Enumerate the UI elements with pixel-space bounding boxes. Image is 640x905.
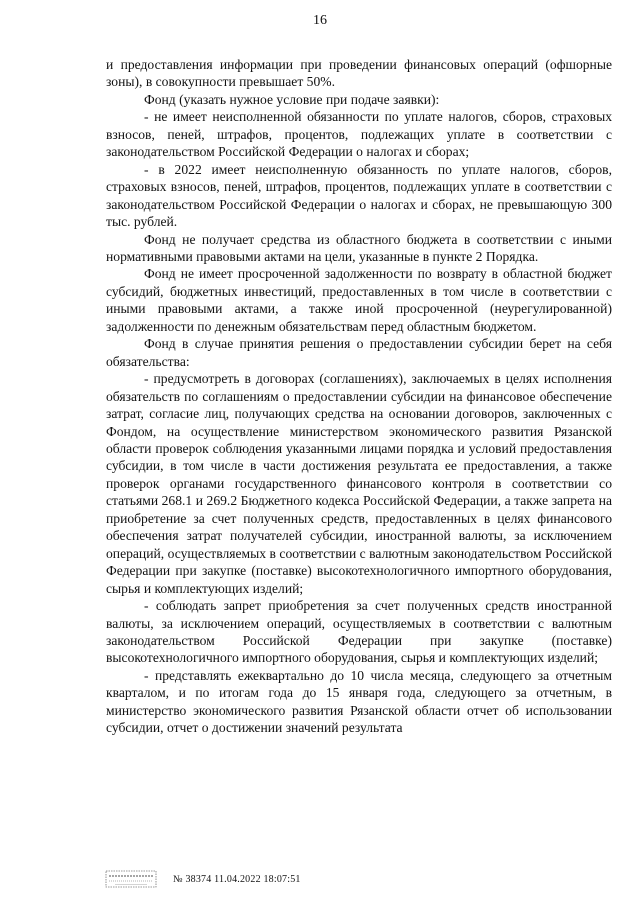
list-item: - не имеет неисполненной обязанности по уплате налогов, сборов, страховых взносов, пеней, штрафов, процентов, подлежащих уплате в соответствии с законодательством Российской Федерации о налогах и сборах; xyxy=(106,109,612,160)
list-item: - предусмотреть в договорах (соглашениях), заключаемых в целях исполнения обязательств по соглашениям о предоставлении субсидии на финансовое обеспечение затрат, согласие лиц, получающих средства на основании договоров, заключенных с Фондом, на осуществление министерством экономического развития Рязанской области проверок соблюдения указанными лицами порядка и условий предоставления субсидии, в том числе в части достижения результата ее предоставления, а также проверок органами государственного финансового контроля в соответствии со статьями 268.1 и 269.2 Бюджетного кодекса Российской Федерации, а также запрета на приобретение за счет полученных средств, предоставленных в целях финансового обеспечения затрат получателей субсидии, иностранной валюты, за исключением операций, осуществляемых в соответствии с валютным законодательством Российской Федерации при закупке (поставке) высокотехнологичного импортного оборудования, сырья и комплектующих изделий; xyxy=(106,371,612,596)
paragraph: Фонд (указать нужное условие при подаче заявки): xyxy=(144,91,440,107)
paragraph: Фонд в случае принятия решения о предоставлении субсидии берет на себя обязательства: xyxy=(106,336,612,369)
paragraph: Фонд не имеет просроченной задолженности по возврату в областной бюджет субсидий, бюджетных инвестиций, предоставленных в том числе в соответствии с иными правовыми актами, а также иной просроченной (неурегулированной) задолженности по денежным обязательствам перед областным бюджетом. xyxy=(106,266,612,334)
registry-stamp-icon xyxy=(105,870,157,888)
document-footer xyxy=(105,870,625,894)
page-number: 16 xyxy=(313,13,327,28)
paragraph: и предоставления информации при проведении финансовых операций (офшорные зоны), в совокупности превышает 50%. xyxy=(106,57,612,90)
list-item: - представлять ежеквартально до 10 числа месяца, следующего за отчетным кварталом, и по итогам года до 15 января года, следующего за отчетным, в министерство экономического развития Рязанской области отчет об использовании субсидии, отчет о достижении значений результата xyxy=(106,667,612,736)
document-body xyxy=(106,56,612,737)
list-item: - соблюдать запрет приобретения за счет полученных средств иностранной валюты, за исключением операций, осуществляемых в соответствии с валютным законодательством Российской Федерации при закупке (поставке) высокотехнологичного импортного оборудования, сырья и комплектующих изделий; xyxy=(106,598,612,666)
document-registration-info: № 38374 11.04.2022 18:07:51 xyxy=(173,874,301,885)
list-item: - в 2022 имеет неисполненную обязанность по уплате налогов, сборов, страховых взносов, пеней, штрафов, процентов, подлежащих уплате в соответствии с законодательством Российской Федерации о налогах и сборах, не превышающую 300 тыс. рублей. xyxy=(106,161,612,230)
paragraph: Фонд не получает средства из областного бюджета в соответствии с иными нормативными правовыми актами на цели, указанные в пункте 2 Порядка. xyxy=(106,231,612,264)
